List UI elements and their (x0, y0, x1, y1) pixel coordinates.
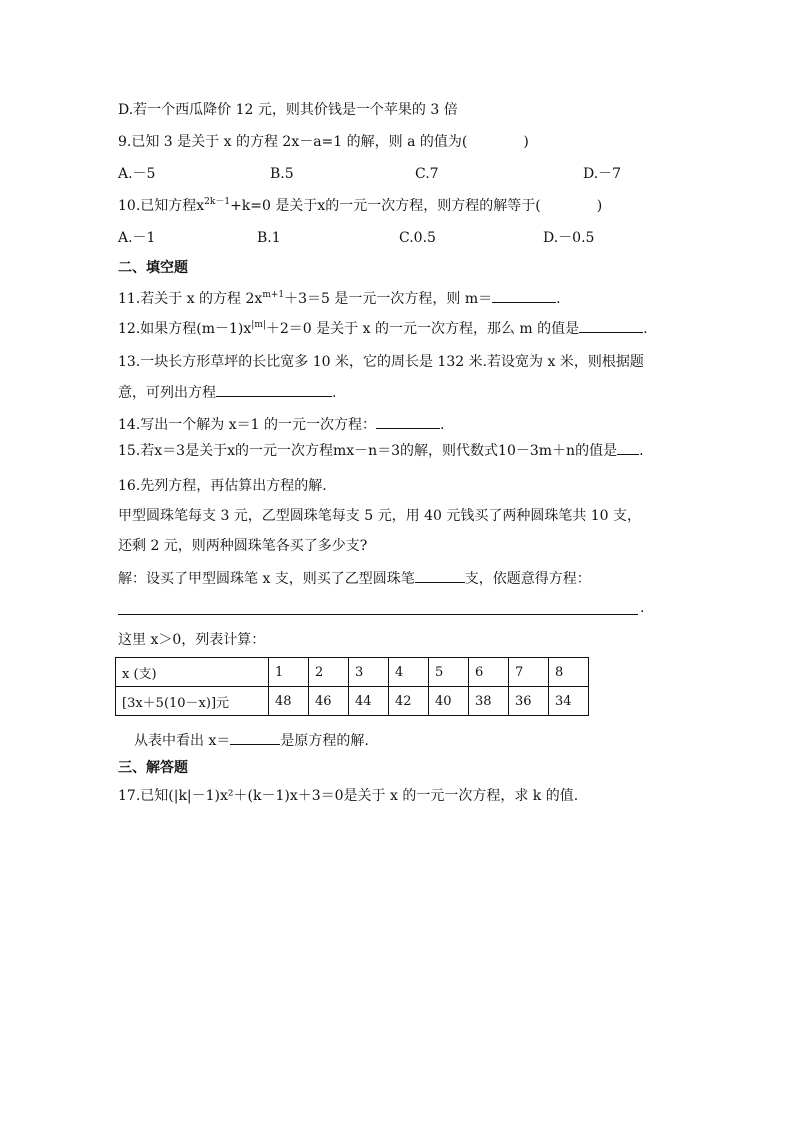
conclusion-a: 从表中看出 x＝ (134, 733, 231, 749)
q10-option-b: B.1 (257, 230, 281, 246)
section-heading-solve: 三、解答题 (118, 760, 188, 776)
question-11 (118, 288, 561, 309)
table-cell: 1 (269, 658, 309, 687)
table-cell: 3 (349, 658, 389, 687)
answer-blank[interactable] (216, 382, 332, 397)
q9-option-d: D.－7 (583, 166, 622, 182)
table-cell: 46 (309, 687, 349, 716)
q12-period: . (643, 321, 648, 337)
question-10 (118, 196, 602, 216)
q13-stem: 意，可列出方程 (118, 385, 216, 401)
table-intro: 这里 x＞0，列表计算： (118, 632, 266, 648)
answer-blank[interactable] (579, 318, 643, 333)
q14-period: . (439, 417, 445, 433)
question-13-line-1: 13.一块长方形草坪的长比宽多 10 米，它的周长是 132 米.若设宽为 x 米，则根据题 (118, 354, 644, 370)
table-header-cost: [3x＋5(10－x)]元 (116, 687, 269, 716)
table-cell: 42 (389, 687, 429, 716)
q9-close-paren: ) (523, 134, 529, 150)
table-cell: 38 (469, 687, 509, 716)
table-conclusion (134, 730, 369, 751)
answer-blank[interactable] (492, 288, 556, 303)
answer-blank[interactable] (376, 414, 440, 429)
table-cell: 34 (549, 687, 589, 716)
table-cell: 4 (389, 658, 429, 687)
q11-period: . (556, 291, 561, 307)
q10-option-c: C.0.5 (399, 230, 436, 246)
q9-option-c: C.7 (415, 166, 439, 182)
q12-stem-a: 12.如果方程(m－1)x (118, 321, 252, 337)
section-heading-fill-in: 二、填空题 (118, 260, 188, 276)
option-d-q8: D.若一个西瓜降价 12 元，则其价钱是一个苹果的 3 倍 (118, 102, 458, 118)
table-cell: 8 (549, 658, 589, 687)
q10-stem-a: 10.已知方程x (118, 198, 205, 214)
q15-period: . (639, 443, 644, 459)
q11-stem-b: ＋3＝5 是一元一次方程，则 m＝ (284, 291, 493, 307)
q9-stem: 9.已知 3 是关于 x 的方程 2x－a=1 的解，则 a 的值为( (118, 134, 468, 150)
table-cell: 44 (349, 687, 389, 716)
table-cell: 5 (429, 658, 469, 687)
q12-exponent: |m| (251, 320, 266, 330)
question-16-line-1: 甲型圆珠笔每支 3 元，乙型圆珠笔每支 5 元，用 40 元钱买了两种圆珠笔共 10 支， (118, 508, 642, 524)
conclusion-b: 是原方程的解. (280, 733, 369, 749)
table-cell: 40 (429, 687, 469, 716)
q10-close-paren: ) (596, 198, 603, 214)
question-17: 17.已知(|k|－1)x²＋(k－1)x＋3＝0是关于 x 的一元一次方程，求 k 的值. (118, 788, 579, 804)
q10-exponent: 2k－1 (204, 197, 231, 207)
question-14 (118, 414, 444, 435)
q10-option-a: A.－1 (118, 230, 156, 246)
q11-stem-a: 11.若关于 x 的方程 2x (118, 291, 263, 307)
equation-period: . (640, 600, 645, 616)
table-cell: 2 (309, 658, 349, 687)
q16-solution-a: 解：设买了甲型圆珠笔 x 支，则买了乙型圆珠笔 (118, 571, 415, 587)
question-15 (118, 440, 644, 461)
q14-stem: 14.写出一个解为 x＝1 的一元一次方程： (118, 417, 376, 433)
q11-exponent: m+1 (262, 290, 285, 300)
question-16-title: 16.先列方程，再估算出方程的解. (118, 478, 327, 494)
equation-answer-line[interactable] (118, 614, 638, 615)
q16-solution-b: 支，依题意得方程： (464, 571, 591, 587)
table-row (116, 687, 589, 716)
table-cell: 48 (269, 687, 309, 716)
question-9 (118, 132, 529, 152)
q9-option-b: B.5 (270, 166, 294, 182)
table-row (116, 658, 589, 687)
question-13-line-2 (118, 382, 336, 403)
table-cell: 36 (509, 687, 549, 716)
q10-option-d: D.－0.5 (543, 230, 595, 246)
question-16-solution (118, 568, 591, 589)
answer-blank[interactable] (230, 730, 280, 745)
q9-option-a: A.－5 (118, 166, 156, 182)
estimation-table (115, 657, 589, 716)
q10-stem-b: +k=0 是关于x的一元一次方程，则方程的解等于( (230, 198, 541, 214)
table-cell: 7 (509, 658, 549, 687)
q13-period: . (332, 385, 337, 401)
table-cell: 6 (469, 658, 509, 687)
table-header-x: x (支) (116, 658, 269, 687)
question-12 (118, 318, 648, 339)
q15-stem: 15.若x＝3是关于x的一元一次方程mx－n＝3的解，则代数式10－3m＋n的值是 (118, 443, 618, 459)
question-16-line-2: 还剩 2 元，则两种圆珠笔各买了多少支? (118, 538, 368, 554)
answer-blank[interactable] (415, 568, 465, 583)
answer-blank[interactable] (617, 440, 639, 455)
q12-stem-b: ＋2＝0 是关于 x 的一元一次方程，那么 m 的值是 (265, 321, 580, 337)
